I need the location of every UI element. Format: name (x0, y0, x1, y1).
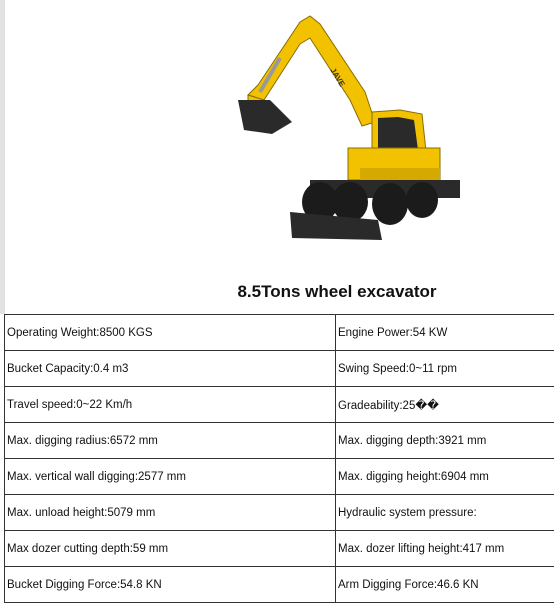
page-title: 8.5Tons wheel excavator (0, 282, 554, 302)
spec-cell: Max. digging radius:6572 mm (5, 423, 336, 459)
spec-cell: Max. digging height:6904 mm (336, 459, 554, 495)
spec-cell: Max. vertical wall digging:2577 mm (5, 459, 336, 495)
spec-cell: Swing Speed:0~11 rpm (336, 351, 554, 387)
table-row (5, 423, 554, 459)
table-row (5, 351, 554, 387)
spec-cell: Arm Digging Force:46.6 KN (336, 567, 554, 603)
spec-cell: Max. unload height:5079 mm (5, 495, 336, 531)
table-row (5, 387, 554, 423)
spec-cell: Max. digging depth:3921 mm (336, 423, 554, 459)
spec-cell: Hydraulic system pressure: (336, 495, 554, 531)
spec-cell: Operating Weight:8500 KGS (5, 315, 336, 351)
spec-cell: Max. dozer lifting height:417 mm (336, 531, 554, 567)
spec-cell: Bucket Digging Force:54.8 KN (5, 567, 336, 603)
left-frame-border (0, 0, 5, 314)
specs-table (4, 314, 554, 603)
spec-cell: Gradeability:25�� (336, 387, 554, 423)
table-row (5, 315, 554, 351)
spec-cell: Engine Power:54 KW (336, 315, 554, 351)
table-row (5, 567, 554, 603)
table-row (5, 531, 554, 567)
spec-cell: Travel speed:0~22 Km/h (5, 387, 336, 423)
excavator-image (160, 0, 460, 250)
table-row (5, 495, 554, 531)
spec-cell: Max dozer cutting depth:59 mm (5, 531, 336, 567)
brand-label: JAVE (328, 66, 347, 89)
spec-cell: Bucket Capacity:0.4 m3 (5, 351, 336, 387)
table-row (5, 459, 554, 495)
